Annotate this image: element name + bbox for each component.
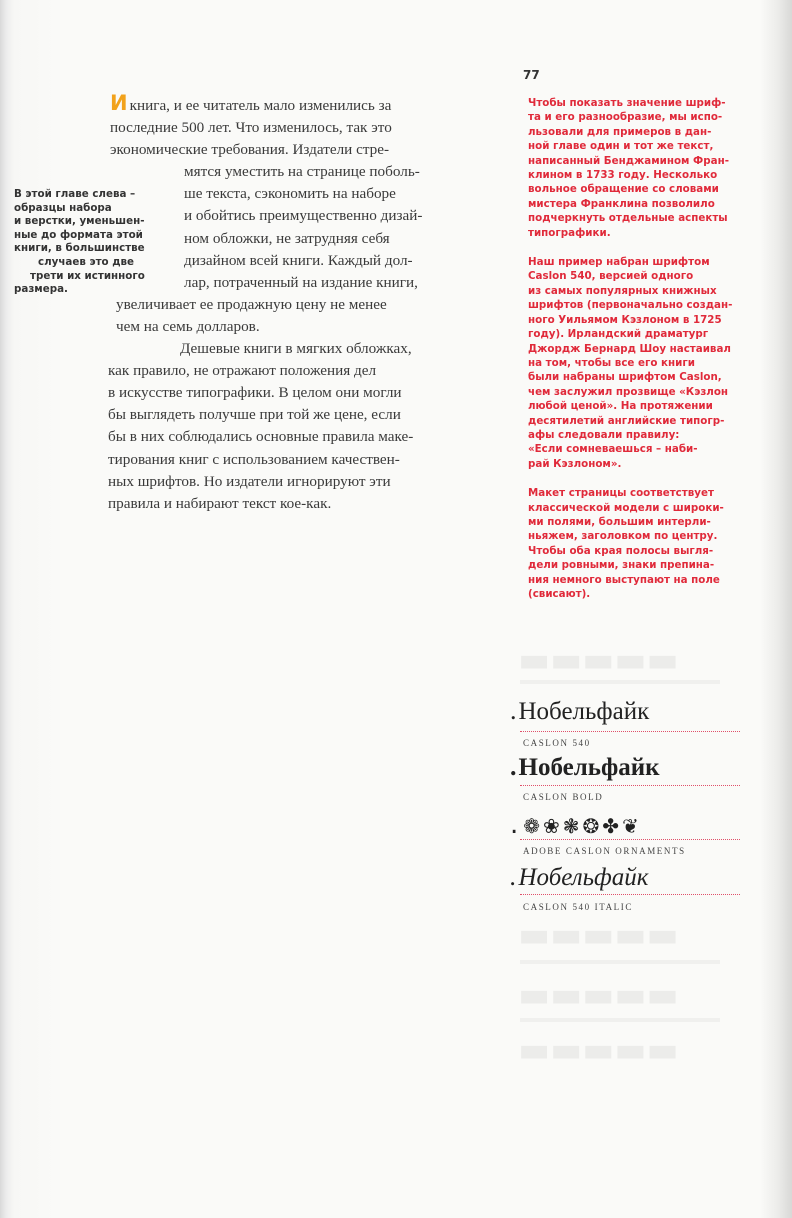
show-through-text: ▬▬▬▬▬	[518, 915, 679, 955]
main-text-line: увеличивает ее продажную цену не менее	[116, 295, 387, 313]
specimen-label: CASLON BOLD	[523, 792, 604, 802]
main-text-line: Дешевые книги в мягких обложках,	[180, 340, 412, 358]
annotation-paragraph: Макет страницы соответствует классической модели с широки- ми полями, большим интерли- ньяжем, заголовком по центру. Чтобы оба края полосы выгля- дели ровными, знаки препина- ния немного выступают на поле (свисают).	[528, 487, 724, 600]
main-text-line: последние 500 лет. Что изменилось, так это	[110, 119, 392, 137]
margin-note-line: размера.	[14, 283, 68, 296]
main-text-block	[108, 91, 490, 515]
dropcap: И	[110, 91, 128, 115]
main-text-line: ных шрифтов. Но издатели игнорируют эти	[108, 472, 391, 490]
margin-note-line: В этой главе слева –	[14, 188, 136, 200]
main-text-line: мятся уместить на странице поболь-	[184, 163, 420, 181]
specimen-label: CASLON 540 ITALIC	[523, 902, 633, 912]
main-text-line: дизайном всей книги. Каждый дол-	[184, 251, 413, 269]
annotation-column	[528, 96, 768, 616]
margin-note-line: ные до формата этой	[14, 228, 143, 241]
annotation-paragraph: Наш пример набран шрифтом Caslon 540, версией одного из самых популярных книжных шрифтов (первоначально создан- ного Уильямом Кэзлоном в 1725 году). Ирландский драматург Джордж Бернард Шоу настаивал на том, чтобы все его книги были набраны шрифтом Caslon, чем заслужил прозвище «Кэзлон любой ценой». На протяжении десятилетий английские типогр- афы следовали правилу: «Если сомневаешься – наби- рай Кэзлоном».	[528, 256, 733, 470]
specimen-caslon-bold: .Нобельфайк	[510, 752, 660, 781]
specimen-divider	[520, 785, 740, 786]
show-through-line	[520, 1018, 720, 1022]
page-number: 77	[523, 68, 540, 82]
margin-note-line: книги, в большинстве	[14, 242, 145, 255]
margin-note-line: и верстки, уменьшен-	[14, 215, 145, 228]
main-text-line: ше текста, сэкономить на наборе	[184, 185, 396, 203]
specimen-caslon-italic: .Нобельфайк	[510, 862, 649, 891]
specimen-ornaments: . ❁❀❃❂✤❦	[510, 810, 642, 840]
specimen-label: CASLON 540	[523, 738, 591, 748]
main-text-line: как правило, не отражают положения дел	[108, 362, 377, 380]
show-through-text: ▬▬▬▬▬	[518, 975, 679, 1015]
specimen-divider	[520, 731, 740, 732]
margin-note-line: образцы набора	[14, 201, 112, 214]
main-text-line: экономические требования. Издатели стре-	[110, 141, 390, 159]
main-text-line: чем на семь долларов.	[116, 317, 260, 335]
margin-note	[14, 188, 184, 297]
specimen-label: ADOBE CASLON ORNAMENTS	[523, 846, 686, 856]
main-text-line: бы выглядеть получше при той же цене, если	[108, 406, 401, 424]
main-text-line: правила и набирают текст кое-как.	[108, 494, 332, 512]
main-text-line: И книга, и ее читатель мало изменились за	[110, 91, 392, 115]
specimen-caslon-540: .Нобельфайк	[510, 696, 650, 725]
main-text-line: и обойтись преимущественно дизай-	[184, 207, 423, 225]
margin-note-line: случаев это две	[38, 255, 135, 268]
main-text-line: бы в них соблюдались основные правила маке-	[108, 428, 414, 446]
annotation-paragraph: Чтобы показать значение шриф- та и его разнообразие, мы испо- льзовали для примеров в дан- ной главе один и тот же текст, написанный Бенджамином Фран- клином в 1733 году. Несколько вольное обращение со словами мистера Франклина позволило подчеркнуть отдельные аспекты типографики.	[528, 97, 729, 239]
margin-note-line: трети их истинного	[30, 269, 145, 282]
main-text-line: лар, потраченный на издание книги,	[184, 273, 418, 291]
main-text-line: в искусстве типографики. В целом они могли	[108, 384, 402, 402]
show-through-text: ▬▬▬▬▬	[518, 1030, 679, 1070]
main-text-line: тирования книг с использованием качествен-	[108, 450, 400, 468]
show-through-text: ▬▬▬▬▬	[518, 640, 679, 680]
show-through-line	[520, 680, 720, 684]
specimen-divider	[520, 894, 740, 895]
specimen-divider	[520, 839, 740, 840]
main-text-line: ном обложки, не затрудняя себя	[184, 229, 390, 247]
show-through-line	[520, 960, 720, 964]
